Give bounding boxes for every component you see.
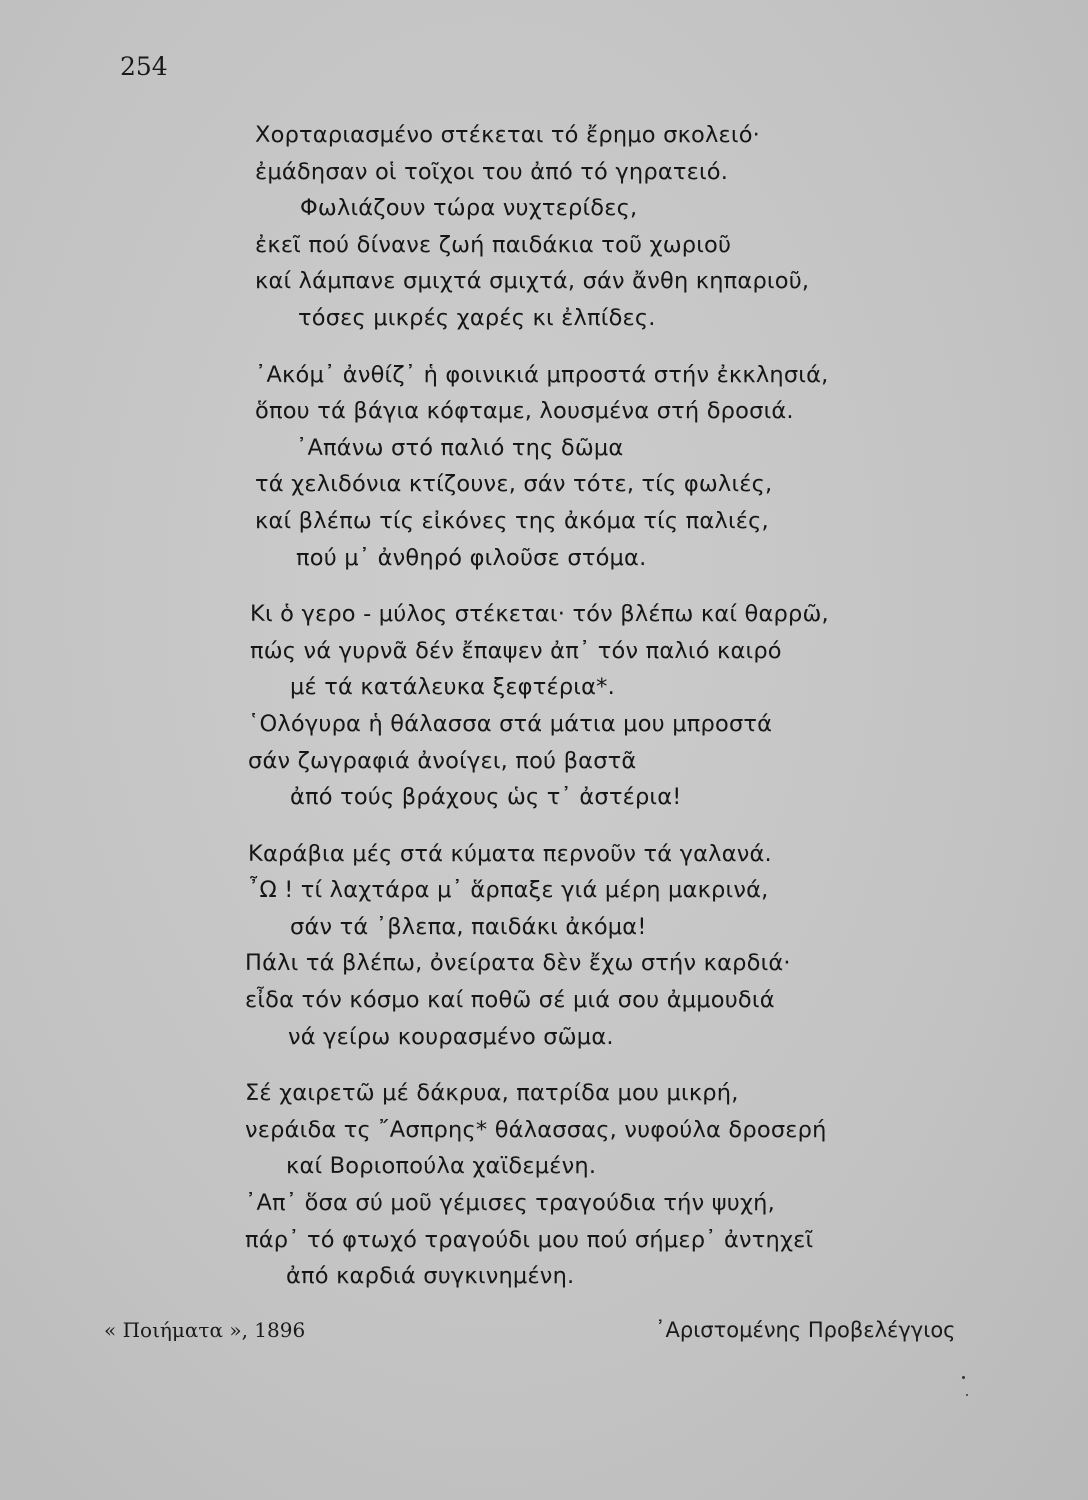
poem-line: τά χελιδόνια κτίζουνε, σάν τότε, τίς φωλιές,	[255, 471, 773, 498]
poem-line: ᾿Ακόμ᾿ ἀνθίζ᾿ ἡ φοινικιά μπροστά στήν ἐκκλησιά,	[255, 361, 829, 388]
ink-speck	[962, 1376, 965, 1379]
ink-speck	[966, 1394, 968, 1396]
source-citation: « Ποιήματα », 1896	[104, 1318, 306, 1342]
poem-line: Χορταριασμένο στέκεται τό ἔρημο σκολειό·	[255, 122, 761, 148]
poem-line: καί βλέπω τίς εἰκόνες της ἀκόμα τίς παλιές,	[255, 507, 769, 534]
stanza-5	[0, 1075, 1088, 1295]
poem-line: Καράβια μές στά κύματα περνοῦν τά γαλανά.	[248, 840, 772, 867]
poem-line: καί Βοριοπούλα χαϊδεμένη.	[286, 1153, 597, 1180]
poem-line: ἐμάδησαν οἱ τοῖχοι του ἀπό τό γηρατειό.	[255, 158, 729, 185]
poem-line: νεράιδα τς ῎Ασπρης* θάλασσας, νυφούλα δροσερή	[245, 1116, 827, 1143]
stanza-2	[0, 357, 1088, 577]
poem-line: σάν ζωγραφιά ἀνοίγει, πού βαστᾶ	[248, 747, 637, 774]
poem-line: Πάλι τά βλέπω, ὀνείρατα δὲν ἔχω στήν καρδιά·	[245, 950, 791, 977]
page-number: 254	[120, 52, 168, 81]
poem-line: τόσες μικρές χαρές κι ἐλπίδες.	[298, 304, 656, 331]
poem-line: ἀπό τούς βράχους ὡς τ᾿ ἀστέρια!	[290, 784, 682, 811]
poem-line: Φωλιάζουν τώρα νυχτερίδες,	[300, 195, 638, 222]
poem-line: πώς νά γυρνᾶ δέν ἔπαψεν ἀπ᾿ τόν παλιό καιρό	[250, 637, 782, 664]
poem-line: ᾿Απ᾿ ὅσα σύ μοῦ γέμισες τραγούδια τήν ψυχή,	[245, 1190, 775, 1217]
poem	[0, 117, 1088, 1315]
poem-line: πάρ᾿ τό φτωχό τραγούδι μου πού σήμερ᾿ ἀντηχεῖ	[245, 1226, 814, 1253]
stanza-1	[0, 117, 1088, 337]
poem-line: ὅπου τά βάγια κόφταμε, λουσμένα στή δροσιά.	[255, 398, 794, 425]
poem-line: εἶδα τόν κόσμο καί ποθῶ σέ μιά σου ἀμμουδιά	[245, 987, 775, 1014]
poem-line: ῏Ω ! τί λαχτάρα μ᾿ ἅρπαξε γιά μέρη μακρινά,	[248, 877, 769, 904]
author-name: ᾿Αριστομένης Προβελέγγιος	[655, 1318, 956, 1342]
poem-line: νά γείρω κουρασμένο σῶμα.	[288, 1023, 614, 1050]
poem-line: μέ τά κατάλευκα ξεφτέρια*.	[290, 674, 615, 701]
poem-line: πού μ᾿ ἀνθηρό φιλοῦσε στόμα.	[296, 544, 647, 571]
poem-line: ᾿Απάνω στό παλιό της δῶμα	[296, 434, 624, 461]
poem-line: ἀπό καρδιά συγκινημένη.	[286, 1263, 575, 1290]
poem-line: καί λάμπανε σμιχτά σμιχτά, σάν ἄνθη κηπαριοῦ,	[255, 268, 810, 295]
poem-line: Κι ὁ γερο - μύλος στέκεται· τόν βλέπω καί θαρρῶ,	[250, 601, 829, 628]
poem-line: Σέ χαιρετῶ μέ δάκρυα, πατρίδα μου μικρή,	[245, 1080, 739, 1107]
poem-line: ἐκεῖ πού δίνανε ζωή παιδάκια τοῦ χωριοῦ	[255, 231, 732, 258]
poem-line: σάν τά ᾿βλεπα, παιδάκι ἀκόμα!	[290, 913, 647, 940]
poem-line: ῾Ολόγυρα ἡ θάλασσα στά μάτια μου μπροστά	[248, 710, 773, 737]
stanza-3	[0, 596, 1088, 816]
stanza-4	[0, 836, 1088, 1056]
